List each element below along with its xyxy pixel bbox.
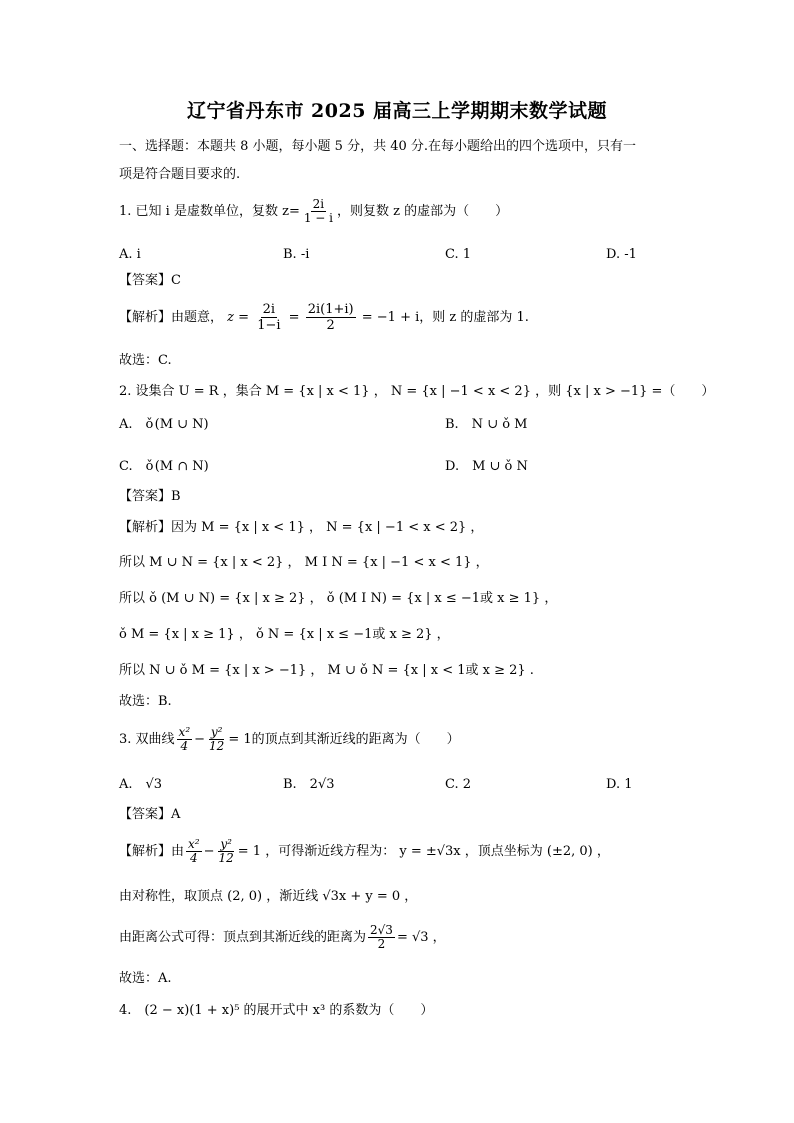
- q3-stem-prefix: 3. 双曲线: [119, 732, 175, 747]
- q1-z-eq: z =: [227, 310, 250, 325]
- section-heading-line1: 一、选择题：本题共 8 小题，每小题 5 分，共 40 分.在每小题给出的四个选项中，只有一: [119, 139, 637, 154]
- q3-afy-num: y²: [220, 837, 232, 851]
- q3-fy-num: y²: [210, 725, 223, 739]
- page-title: 辽宁省丹东市 2025 届高三上学期期末数学试题: [186, 100, 608, 122]
- q3-analysis-frac-x: [186, 838, 202, 865]
- q1-option-d: D. -1: [606, 247, 637, 262]
- q1-f1-den: 1−i: [257, 318, 281, 333]
- q3-frac-y: [207, 726, 226, 753]
- q1-analysis: [119, 302, 529, 333]
- section-heading-line2: 项是符合题目要求的.: [119, 167, 241, 182]
- q1-choose: 故选：C.: [119, 353, 172, 368]
- q3-analysis-mid: = 1 ，可得渐近线方程为： y = ±√3x ，顶点坐标为 (±2, 0) ，: [237, 844, 610, 859]
- question-2-stem: 2. 设集合 U = R ，集合 M = {x | x < 1} ， N = {x | −1 < x < 2} ，则 {x | x > −1} =（ ）: [119, 384, 715, 399]
- q1-analysis-frac1: [255, 302, 282, 333]
- q2-analysis-line-5: 所以 N ∪ ǒ M = {x | x > −1} ， M ∪ ǒ N = {x | x < 1或 x ≥ 2} .: [119, 663, 534, 678]
- q3-option-b: B. 2√3: [283, 777, 335, 792]
- q2-answer: 【答案】B: [119, 489, 181, 504]
- q1-analysis-text: 由题意，: [171, 310, 224, 325]
- q1-eq-sign: =: [288, 310, 300, 325]
- q1-analysis-label: 【解析】: [119, 310, 172, 325]
- q1-stem-prefix: 1. 已知 i 是虚数单位，复数 z=: [119, 204, 300, 219]
- q2-option-a: A. ǒ (M ∪ N): [119, 417, 209, 432]
- q2-choose: 故选：B.: [119, 694, 172, 709]
- q3-distance-frac: [368, 924, 395, 951]
- q1-answer: 【答案】C: [119, 273, 181, 288]
- q2-option-b: B. N ∪ ǒ M: [445, 417, 528, 432]
- q3-line3-prefix: 由距离公式可得：顶点到其渐近线的距离为: [119, 930, 367, 945]
- q1-fraction: [302, 198, 335, 225]
- q1-option-b: B. -i: [283, 247, 310, 262]
- q3-option-c: C. 2: [445, 777, 472, 792]
- q3-d-num: 2√3: [370, 923, 393, 937]
- q3-analysis-line-2: 由对称性，取顶点 (2, 0) ，渐近线 √3x + y = 0 ，: [119, 889, 418, 904]
- q1-frac-num: 2i: [312, 197, 325, 211]
- q2-analysis-line-3: 所以 ǒ (M ∪ N) = {x | x ≥ 2} ， ǒ (M I N) = {x | x ≤ −1或 x ≥ 1} ，: [119, 591, 558, 606]
- q3-line3-suffix: = √3 ，: [396, 930, 446, 945]
- q3-fx-den: 4: [180, 739, 189, 753]
- q3-minus: −: [194, 732, 206, 747]
- q1-f2-den: 2: [326, 318, 335, 333]
- q1-tail: ，则 z 的虚部为 1.: [419, 310, 529, 325]
- q2-option-c: C. ǒ (M ∩ N): [119, 459, 209, 474]
- question-4-stem: 4. (2 − x)(1 + x)⁵ 的展开式中 x³ 的系数为（ ）: [119, 1003, 434, 1018]
- q1-result: = −1 + i: [361, 310, 420, 325]
- q1-f1-num: 2i: [262, 302, 276, 317]
- q3-analysis-frac-y: [217, 838, 236, 865]
- q3-analysis-line-1: [119, 838, 610, 865]
- q1-analysis-frac2: [306, 302, 356, 333]
- q3-afy-den: 12: [218, 851, 234, 865]
- q3-stem-suffix: = 1的顶点到其渐近线的距离为（ ）: [228, 732, 460, 747]
- q2-option-d: D. M ∪ ǒ N: [445, 459, 528, 474]
- q3-analysis-minus: −: [203, 844, 215, 859]
- q3-afx-den: 4: [189, 851, 198, 865]
- q3-answer: 【答案】A: [119, 807, 181, 822]
- q3-analysis-line-3: [119, 924, 446, 951]
- q1-option-a: A. i: [119, 247, 141, 262]
- q2-analysis-line-1: 【解析】因为 M = {x | x < 1} ， N = {x | −1 < x < 2} ，: [119, 520, 484, 535]
- q3-afx-num: x²: [188, 837, 200, 851]
- q3-choose: 故选：A.: [119, 971, 172, 986]
- q2-analysis-line-2: 所以 M ∪ N = {x | x < 2} ， M I N = {x | −1 < x < 1} ，: [119, 555, 489, 570]
- q3-fy-den: 12: [209, 739, 225, 753]
- q3-option-a: A. √3: [119, 777, 163, 792]
- q3-fx-num: x²: [178, 725, 191, 739]
- q1-f2-num: 2i(1+i): [307, 302, 354, 317]
- q3-option-d: D. 1: [606, 777, 633, 792]
- q2-analysis-line-4: ǒ M = {x | x ≥ 1} ， ǒ N = {x | x ≤ −1或 x ≥ 2} ，: [119, 627, 450, 642]
- q1-frac-den: 1 − i: [303, 211, 333, 225]
- q3-d-den: 2: [377, 937, 386, 951]
- q1-option-c: C. 1: [445, 247, 472, 262]
- q3-frac-x: [177, 726, 193, 753]
- question-3-stem: [119, 726, 460, 753]
- question-1-stem: [119, 198, 508, 225]
- q3-analysis-label: 【解析】由: [119, 844, 185, 859]
- q1-stem-suffix: ，则复数 z 的虚部为（ ）: [337, 204, 509, 219]
